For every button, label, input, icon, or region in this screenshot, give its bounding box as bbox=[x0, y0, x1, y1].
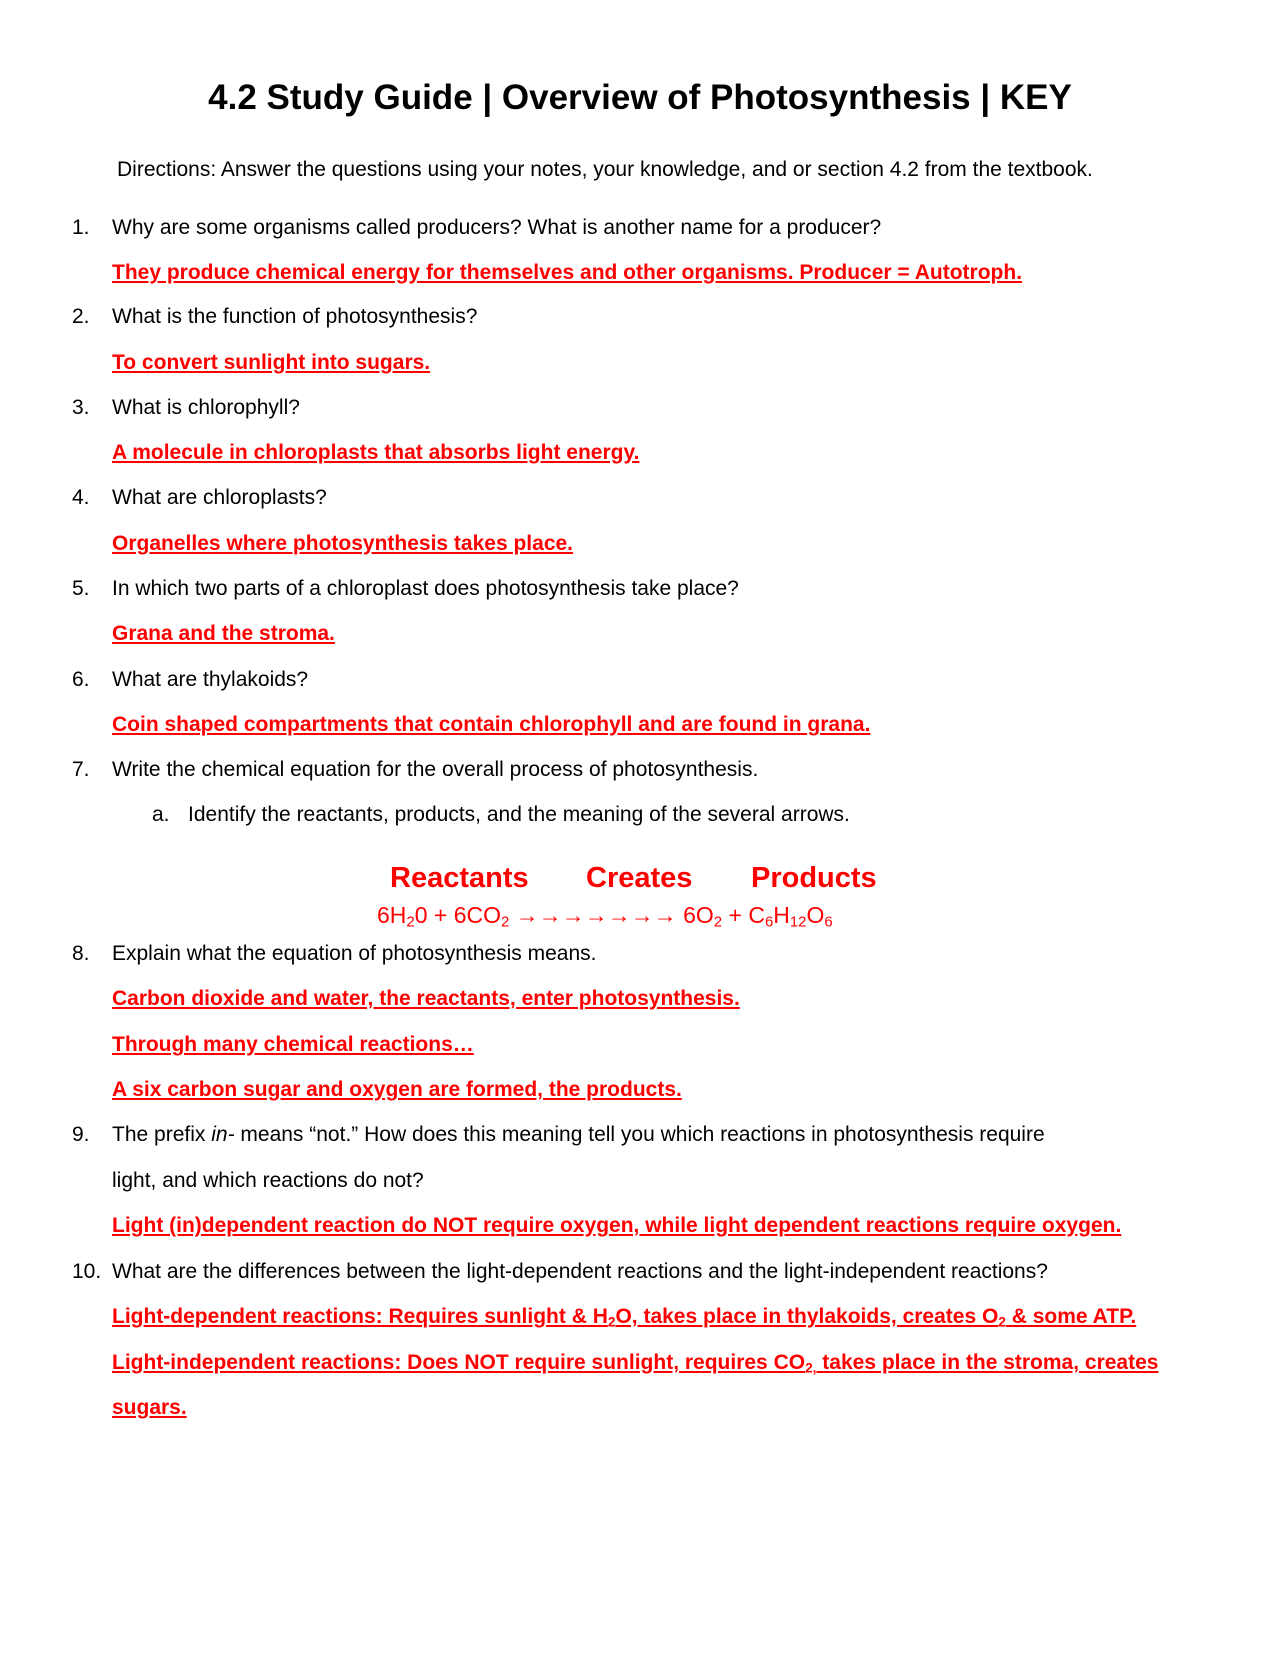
equation-subscript: 6 bbox=[824, 913, 833, 931]
question-9-continued: light, and which reactions do not? bbox=[112, 1169, 424, 1192]
equation-subscript: 12 bbox=[789, 913, 807, 931]
question-text: The prefix bbox=[112, 1123, 212, 1146]
question-text: Explain what the equation of photosynthesis means. bbox=[112, 942, 597, 965]
answer-4: Organelles where photosynthesis takes place. bbox=[112, 532, 574, 555]
question-number: 10. bbox=[72, 1260, 102, 1283]
answer-subscript: 2, bbox=[805, 1360, 817, 1376]
sub-question-text: Identify the reactants, products, and the meaning of the several arrows. bbox=[188, 803, 850, 826]
equation-part: 6H bbox=[377, 902, 407, 928]
answer-8-line-1: Carbon dioxide and water, the reactants, enter photosynthesis. bbox=[112, 987, 740, 1010]
equation-header-creates: Creates bbox=[586, 862, 693, 894]
answer-subscript: 2 bbox=[607, 1314, 616, 1330]
question-9 bbox=[72, 1121, 1045, 1149]
answer-text: Light-independent reactions: Does NOT require sunlight, requires CO bbox=[112, 1351, 806, 1374]
equation-subscript: 2 bbox=[501, 913, 510, 931]
answer-9: Light (in)dependent reaction do NOT require oxygen, while light dependent reactions require oxygen. bbox=[112, 1214, 1122, 1237]
question-2 bbox=[72, 303, 477, 331]
question-text: Why are some organisms called producers? What is another name for a producer? bbox=[112, 216, 882, 239]
question-text: What is the function of photosynthesis? bbox=[112, 305, 478, 328]
question-7 bbox=[72, 756, 758, 784]
question-5 bbox=[72, 575, 739, 603]
question-text: means “not.” How does this meaning tell you which reactions in photosynthesis require bbox=[234, 1123, 1045, 1146]
answer-1: They produce chemical energy for themselves and other organisms. Producer = Autotroph. bbox=[112, 261, 1023, 284]
question-text: What are chloroplasts? bbox=[112, 486, 327, 509]
answer-text: Light-dependent reactions: Requires sunlight & H bbox=[112, 1305, 608, 1328]
answer-text: takes place in the stroma, creates bbox=[816, 1351, 1159, 1374]
equation-part: + C bbox=[722, 902, 765, 928]
equation-part: O bbox=[806, 902, 825, 928]
directions: Directions: Answer the questions using your notes, your knowledge, and or section 4.2 from the textbook. bbox=[117, 158, 1093, 181]
answer-text: & some ATP. bbox=[1005, 1305, 1137, 1328]
answer-6: Coin shaped compartments that contain chlorophyll and are found in grana. bbox=[112, 713, 871, 736]
equation-part: 6O bbox=[683, 902, 714, 928]
question-text: In which two parts of a chloroplast does photosynthesis take place? bbox=[112, 577, 739, 600]
equation-header-products: Products bbox=[751, 862, 877, 894]
question-3 bbox=[72, 394, 300, 422]
answer-10-line-1 bbox=[112, 1303, 1136, 1331]
answer-3: A molecule in chloroplasts that absorbs light energy. bbox=[112, 441, 640, 464]
question-number: 8. bbox=[72, 942, 90, 965]
question-number: 9. bbox=[72, 1123, 90, 1146]
question-10 bbox=[72, 1258, 1048, 1286]
equation-part: H bbox=[773, 902, 790, 928]
equation-subscript: 6 bbox=[764, 913, 774, 931]
question-number: 2. bbox=[72, 305, 90, 328]
question-text: What is chlorophyll? bbox=[112, 396, 300, 419]
question-number: 4. bbox=[72, 486, 90, 509]
answer-10-line-3: sugars. bbox=[112, 1396, 187, 1419]
question-number: 6. bbox=[72, 668, 90, 691]
question-1 bbox=[72, 214, 881, 242]
page-title: 4.2 Study Guide | Overview of Photosynthesis | KEY bbox=[208, 78, 1072, 117]
question-text-italic: in- bbox=[211, 1123, 235, 1146]
question-number: 5. bbox=[72, 577, 90, 600]
answer-8-line-3: A six carbon sugar and oxygen are formed, the products. bbox=[112, 1078, 682, 1101]
answer-subscript: 2 bbox=[998, 1314, 1006, 1330]
equation-header-reactants: Reactants bbox=[390, 862, 529, 894]
equation-subscript: 2 bbox=[406, 913, 415, 931]
equation-part: 0 + 6CO bbox=[414, 902, 502, 928]
question-text: What are thylakoids? bbox=[112, 668, 309, 691]
question-8 bbox=[72, 940, 596, 968]
question-number: 7. bbox=[72, 758, 90, 781]
answer-2: To convert sunlight into sugars. bbox=[112, 351, 431, 374]
equation-subscript: 2 bbox=[713, 913, 723, 931]
question-number: 1. bbox=[72, 216, 90, 239]
question-number: 3. bbox=[72, 396, 90, 419]
answer-8-line-2: Through many chemical reactions… bbox=[112, 1033, 474, 1056]
question-text: Write the chemical equation for the overall process of photosynthesis. bbox=[112, 758, 759, 781]
question-text: What are the differences between the light-dependent reactions and the light-independent reactions? bbox=[112, 1260, 1048, 1283]
answer-5: Grana and the stroma. bbox=[112, 622, 335, 645]
question-4 bbox=[72, 484, 327, 512]
equation-arrows: →→→→→→→ bbox=[509, 902, 684, 928]
equation-headers bbox=[390, 860, 877, 896]
question-6 bbox=[72, 666, 308, 694]
question-7a bbox=[152, 801, 850, 829]
answer-text: O, takes place in thylakoids, creates O bbox=[615, 1305, 999, 1328]
photosynthesis-equation bbox=[377, 900, 833, 930]
answer-10-line-2 bbox=[112, 1349, 1158, 1377]
sub-question-letter: a. bbox=[152, 803, 170, 826]
